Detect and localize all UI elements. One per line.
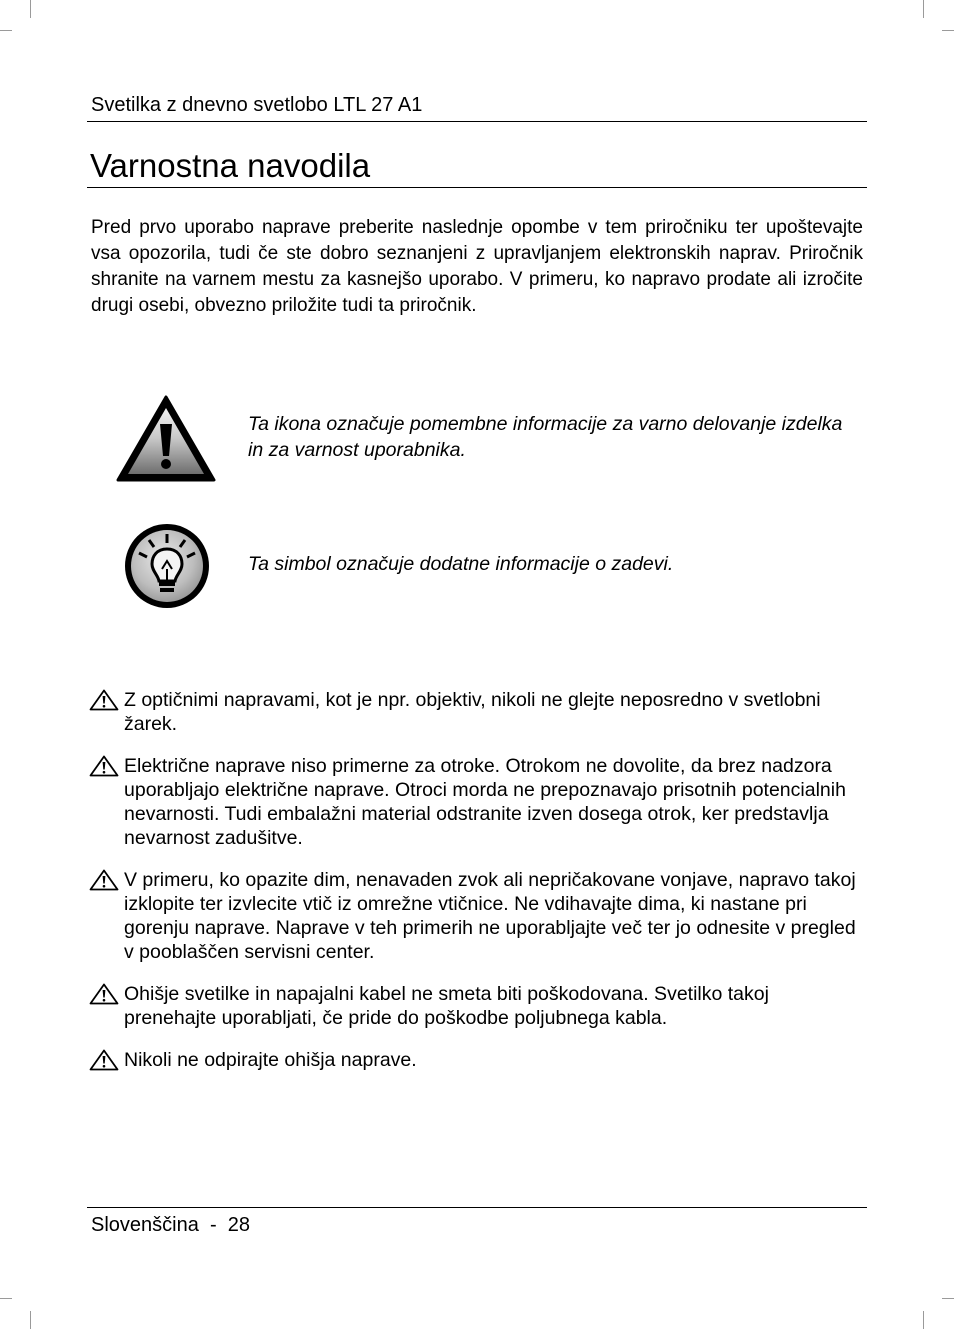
warning-text: Z optičnimi napravami, kot je npr. objektiv, nikoli ne glejte neposredno v svetlobni žarek. — [124, 689, 821, 735]
crop-mark — [923, 1311, 924, 1329]
crop-mark — [30, 0, 31, 18]
symbol-text-warning: Ta ikona označuje pomembne informacije za varno delovanje izdelka in za varnost uporabnika. — [248, 413, 843, 461]
running-header: Svetilka z dnevno svetlobo LTL 27 A1 — [91, 94, 423, 116]
warning-text: V primeru, ko opazite dim, nenavaden zvok ali nepričakovane vonjave, napravo takoj izklopite ter izvlecite vtič iz omrežne vtičnice. Ne vdihavajte dima, ki nastane pri gorenju naprave. Naprave v teh primerih ne uporabljajte več ter jo odnesite v pregled v pooblaščen servisni center. — [124, 869, 856, 963]
symbol-text-info: Ta simbol označuje dodatne informacije o zadevi. — [248, 553, 674, 575]
lightbulb-icon — [122, 521, 212, 611]
page-number: 28 — [227, 1214, 251, 1236]
footer-language: Slovenščina — [91, 1214, 199, 1236]
crop-mark — [0, 1298, 12, 1299]
page-footer — [91, 1213, 250, 1237]
intro-paragraph: Pred prvo uporabo naprave preberite naslednje opombe v tem priročniku ter upoštevajte vsa opozorila, tudi če ste dobro seznanjeni z upravljanjem elektronskih naprav. Priročnik shranite na varnem mestu za kasnejšo uporabo. V primeru, ko napravo prodate ali izročite drugi osebi, obvezno priložite tudi ta priročnik. — [91, 217, 863, 316]
crop-mark — [0, 30, 12, 31]
list-item — [88, 1048, 863, 1072]
warning-text: Električne naprave niso primerne za otroke. Otrokom ne dovolite, da brez nadzora uporabljajo električne naprave. Otroci morda ne prepoznavajo prisotnih potencialnih nevarnosti. Tudi embalažni material odstranite izven dosega otrok, ker predstavlja nevarnost zadušitve. — [124, 755, 846, 849]
warning-triangle-icon — [88, 755, 120, 777]
list-item — [88, 868, 863, 964]
crop-mark — [942, 1298, 954, 1299]
header-rule — [87, 121, 867, 122]
list-item — [88, 688, 863, 736]
warning-triangle-icon — [88, 869, 120, 891]
crop-mark — [942, 30, 954, 31]
warning-text: Nikoli ne odpirajte ohišja naprave. — [124, 1049, 417, 1071]
footer-rule — [87, 1207, 867, 1208]
safety-warning-list — [88, 688, 863, 1090]
crop-mark — [923, 0, 924, 18]
warning-triangle-icon — [88, 689, 120, 711]
list-item — [88, 754, 863, 850]
warning-triangle-icon — [88, 1049, 120, 1071]
warning-triangle-icon — [115, 394, 217, 484]
page-title: Varnostna navodila — [90, 147, 371, 184]
footer-separator: - — [209, 1214, 217, 1236]
warning-text: Ohišje svetilke in napajalni kabel ne smeta biti poškodovana. Svetilko takoj prenehajte uporabljati, če pride do poškodbe poljubnega kabla. — [124, 983, 769, 1029]
warning-triangle-icon — [88, 983, 120, 1005]
crop-mark — [30, 1311, 31, 1329]
title-rule — [87, 187, 867, 188]
list-item — [88, 982, 863, 1030]
